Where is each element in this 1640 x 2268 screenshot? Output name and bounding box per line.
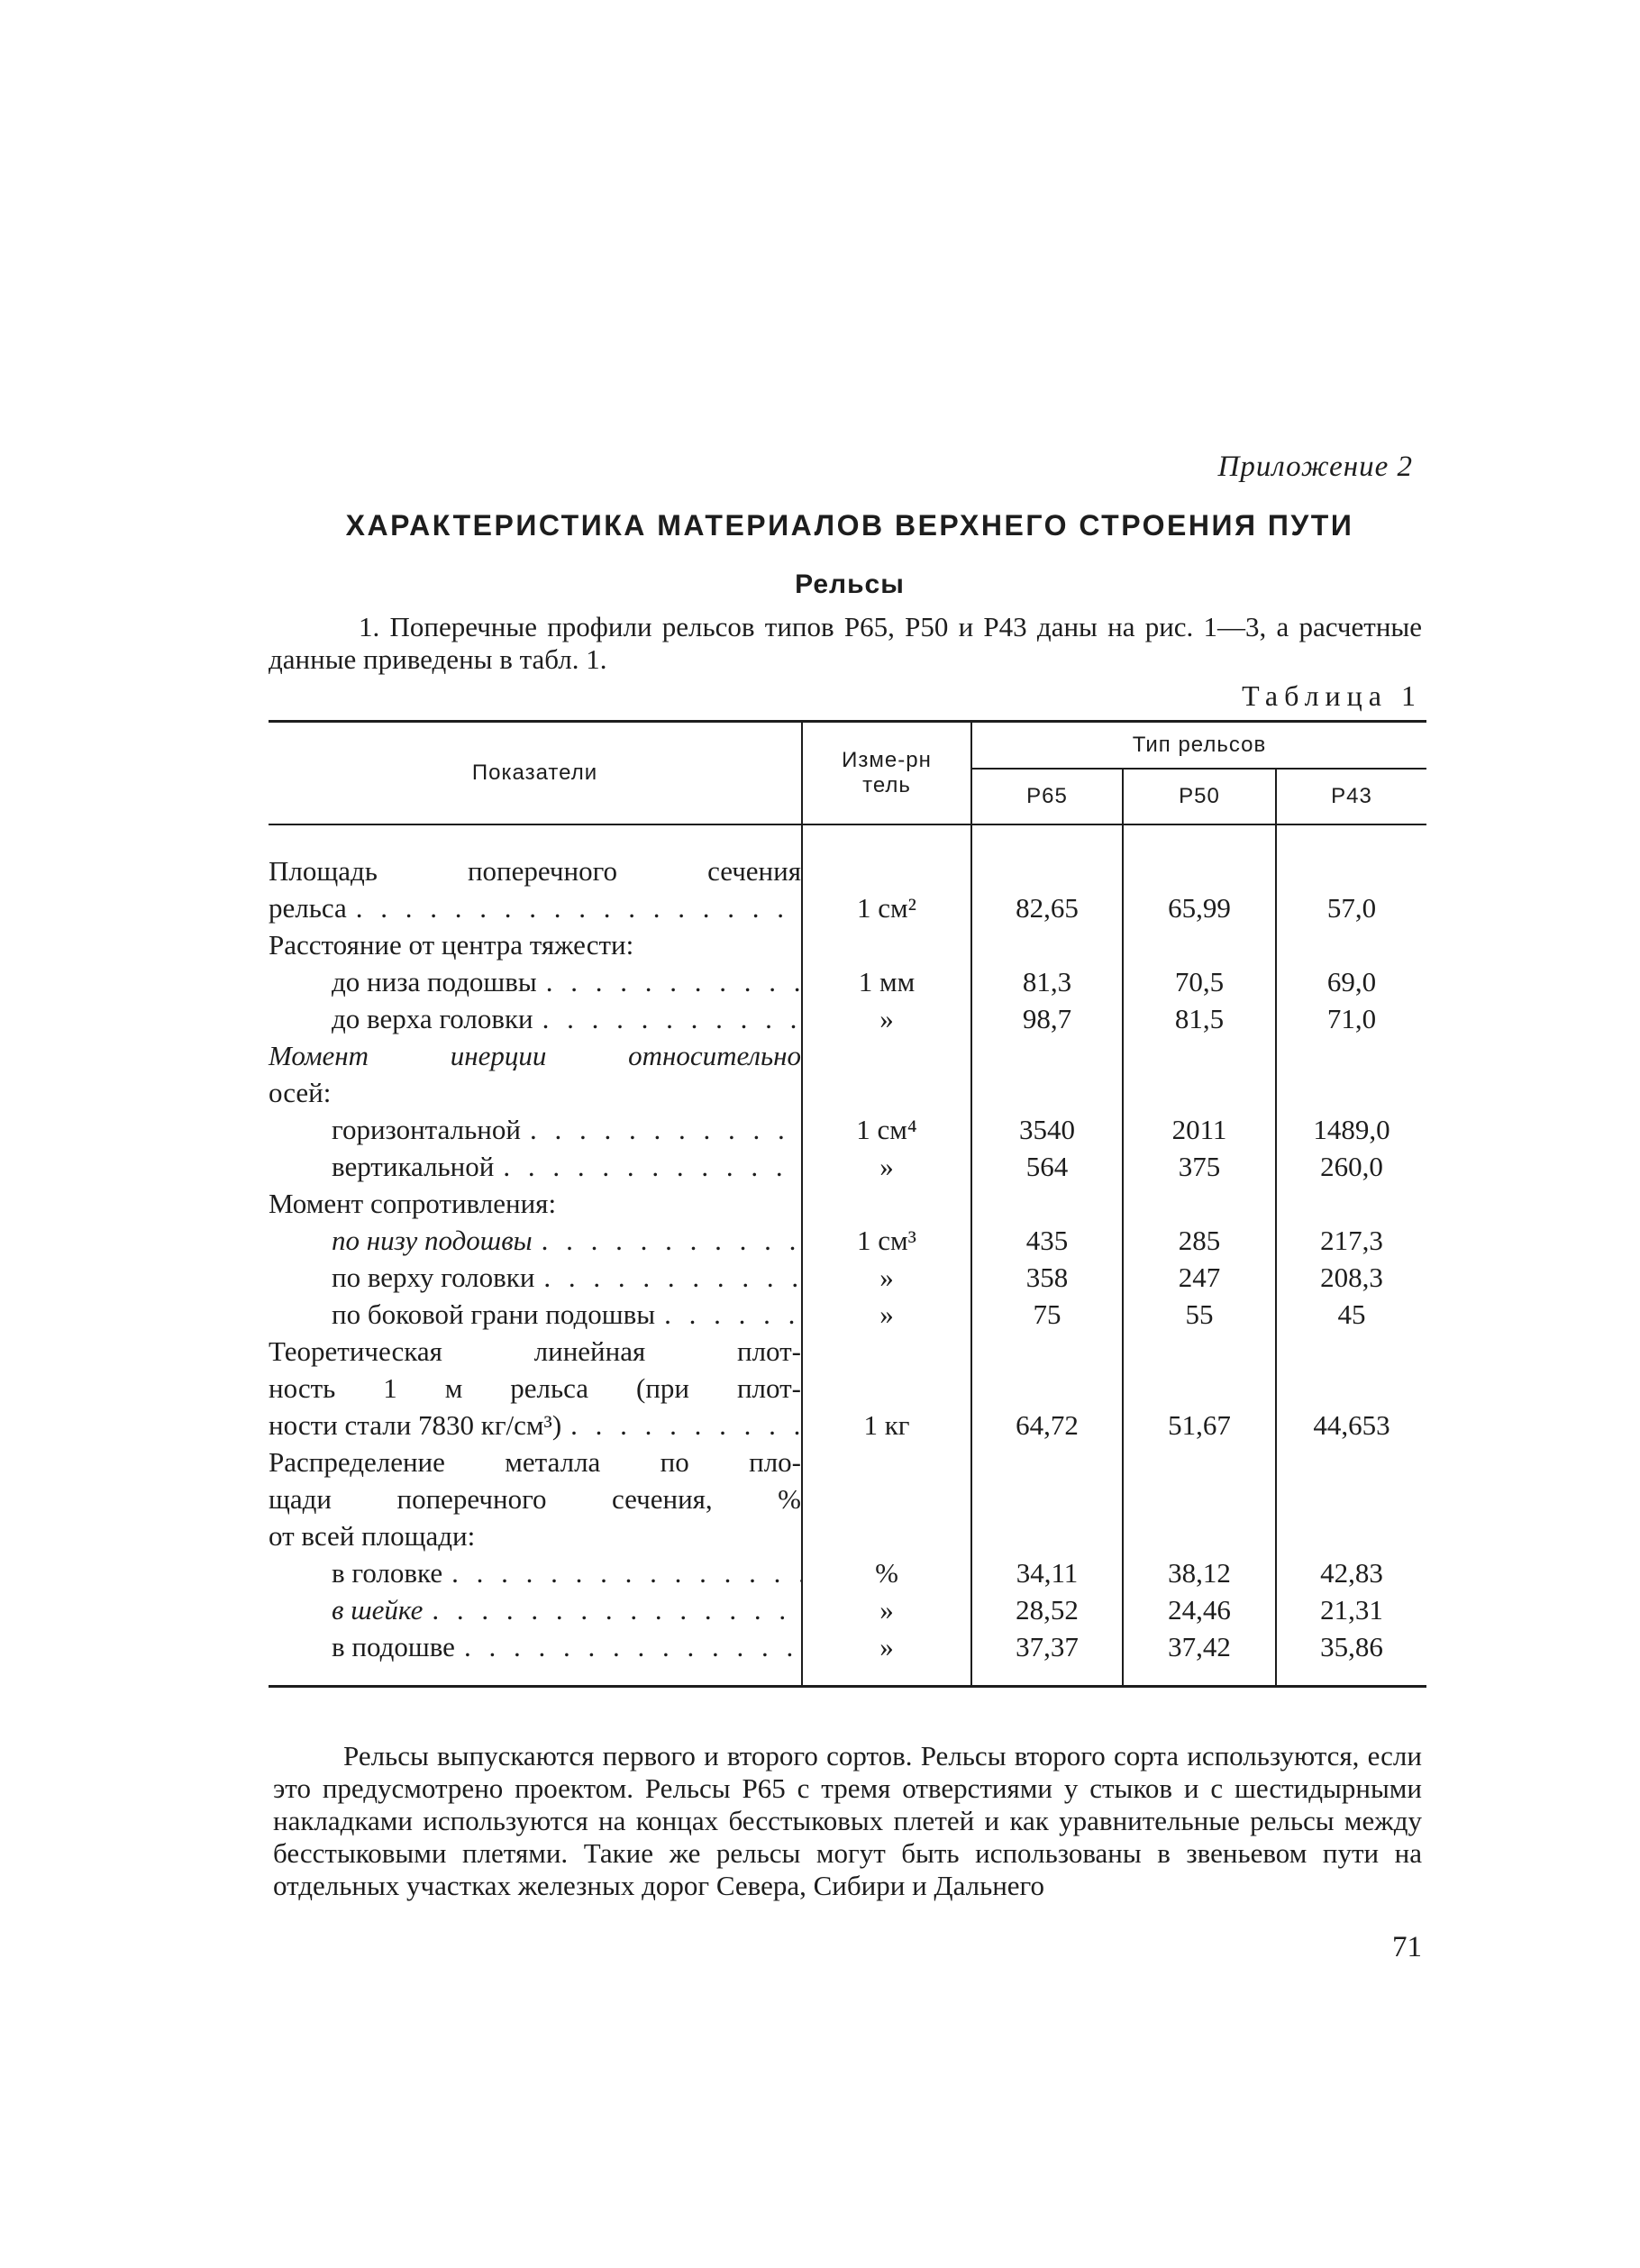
- row-parameter: [269, 1444, 802, 1554]
- row-value-p43: 42,83: [1320, 1557, 1383, 1589]
- row-value-p65: 564: [1025, 1151, 1069, 1182]
- row-value-p50: 70,5: [1123, 963, 1276, 1000]
- row-value-p43: 57,0: [1326, 892, 1377, 924]
- parameter-text: Момент сопротивления:: [269, 1188, 557, 1219]
- table-spacer: [269, 1665, 1426, 1687]
- row-unit: 1 кг: [802, 1333, 971, 1444]
- parameter-text: осей:: [269, 1077, 332, 1108]
- row-value-p50: [1123, 1444, 1276, 1554]
- header-unit-text: Изме-рнтель: [842, 748, 932, 797]
- table-spacer: [269, 824, 1426, 852]
- table-row: [269, 1148, 1426, 1185]
- table-row: [269, 1296, 1426, 1333]
- row-value-p65: 28,52: [1016, 1594, 1079, 1626]
- row-parameter: [269, 1296, 802, 1333]
- row-parameter: [269, 1554, 802, 1591]
- dot-leader: [537, 963, 801, 1000]
- dot-leader: [561, 1407, 801, 1444]
- parameter-text: в шейке: [332, 1594, 424, 1626]
- row-value-p50: [1123, 926, 1276, 963]
- table-row: [269, 963, 1426, 1000]
- document-page: [269, 451, 1431, 1964]
- table-row: [269, 1000, 1426, 1037]
- dot-leader: [521, 1111, 801, 1148]
- row-value-p43: 45: [1337, 1298, 1366, 1330]
- row-parameter: [269, 1591, 802, 1628]
- header-type-p50: Р50: [1123, 769, 1276, 824]
- row-value-p65: 64,72: [1016, 1409, 1079, 1441]
- row-unit: [802, 926, 971, 963]
- row-value-p50: 37,42: [1123, 1628, 1276, 1665]
- row-unit: 1 мм: [802, 963, 971, 1000]
- row-value-p50: 51,67: [1123, 1333, 1276, 1444]
- row-value-p43: 208,3: [1320, 1262, 1383, 1293]
- row-unit: %: [802, 1554, 971, 1591]
- parameter-text: по верху головки: [332, 1262, 535, 1293]
- header-parameter: Показатели: [269, 722, 802, 825]
- row-value-p65: 75: [1033, 1298, 1061, 1330]
- parameter-text: от всей площади:: [269, 1520, 476, 1552]
- table-row: [269, 1333, 1426, 1444]
- page-title: ХАРАКТЕРИСТИКА МАТЕРИАЛОВ ВЕРХНЕГО СТРОЕНИЯ ПУТИ: [345, 509, 1354, 542]
- header-unit: [802, 722, 971, 825]
- row-unit: »: [802, 1591, 971, 1628]
- row-value-p43: 35,86: [1320, 1631, 1383, 1662]
- row-value-p43: 69,0: [1326, 966, 1377, 997]
- row-value-p65: 82,65: [1016, 892, 1079, 924]
- table-row: [269, 1554, 1426, 1591]
- table-row: [269, 1259, 1426, 1296]
- row-value-p65: [971, 1185, 1123, 1222]
- row-parameter: [269, 1037, 802, 1111]
- table-row: [269, 852, 1426, 926]
- table-row: [269, 1222, 1426, 1259]
- row-value-p43: 44,653: [1313, 1409, 1390, 1441]
- table-row: [269, 1591, 1426, 1628]
- row-unit: »: [802, 1259, 971, 1296]
- row-value-p43: [1276, 1185, 1426, 1222]
- row-unit: »: [802, 1296, 971, 1333]
- row-value-p43: 71,0: [1326, 1003, 1377, 1034]
- header-rail-types: Тип рельсов: [971, 722, 1426, 770]
- row-value-p50: 2011: [1123, 1111, 1276, 1148]
- row-value-p50: 81,5: [1123, 1000, 1276, 1037]
- rail-characteristics-table: [269, 720, 1426, 1688]
- row-unit: 1 см³: [802, 1222, 971, 1259]
- appendix-label: Приложение 2: [1217, 451, 1413, 483]
- row-value-p50: 55: [1123, 1296, 1276, 1333]
- parameter-text: в подошве: [332, 1631, 455, 1662]
- row-value-p65: [971, 1444, 1123, 1554]
- row-unit: »: [802, 1628, 971, 1665]
- parameter-text: Площадь поперечного сечения: [269, 855, 801, 887]
- table-row: [269, 1628, 1426, 1665]
- dot-leader: [423, 1591, 801, 1628]
- row-value-p50: 38,12: [1123, 1554, 1276, 1591]
- parameter-text: до низа подошвы: [332, 966, 537, 997]
- row-value-p43: 1489,0: [1313, 1114, 1390, 1145]
- parameter-text: Расстояние от центра тяжести:: [269, 929, 634, 961]
- row-value-p43: [1276, 1037, 1426, 1111]
- row-value-p43: 260,0: [1320, 1151, 1383, 1182]
- parameter-text: горизонтальной: [332, 1114, 521, 1145]
- table-row: [269, 1444, 1426, 1554]
- row-value-p50: 285: [1123, 1222, 1276, 1259]
- row-parameter: [269, 1148, 802, 1185]
- parameter-text: вертикальной: [332, 1151, 495, 1182]
- row-value-p50: 24,46: [1123, 1591, 1276, 1628]
- row-value-p43: [1276, 926, 1426, 963]
- row-value-p50: [1123, 1037, 1276, 1111]
- row-value-p50: [1123, 1185, 1276, 1222]
- parameter-text: рельса: [269, 892, 347, 924]
- parameter-text: по боковой грани подошвы: [332, 1298, 656, 1330]
- row-value-p50: 375: [1123, 1148, 1276, 1185]
- table-caption: Таблица 1: [1242, 679, 1422, 712]
- page-number: 71: [1392, 1931, 1422, 1963]
- table-row: [269, 1111, 1426, 1148]
- row-value-p65: 98,7: [1022, 1003, 1072, 1034]
- dot-leader: [442, 1554, 801, 1591]
- row-value-p43: [1276, 1444, 1426, 1554]
- row-value-p65: 37,37: [1016, 1631, 1079, 1662]
- dot-leader: [533, 1000, 801, 1037]
- parameter-text: в головке: [332, 1557, 443, 1589]
- row-parameter: [269, 1259, 802, 1296]
- row-value-p65: [971, 926, 1123, 963]
- row-value-p43: 217,3: [1320, 1225, 1383, 1256]
- dot-leader: [534, 1259, 801, 1296]
- table-body: [269, 824, 1426, 1687]
- row-value-p50: 247: [1123, 1259, 1276, 1296]
- header-type-p65: Р65: [971, 769, 1123, 824]
- row-unit: 1 см⁴: [802, 1111, 971, 1148]
- row-value-p65: 358: [1025, 1262, 1069, 1293]
- dot-leader: [347, 889, 801, 926]
- row-parameter: [269, 1000, 802, 1037]
- row-value-p65: 34,11: [1016, 1557, 1079, 1589]
- parameter-text: Момент инерции относительно: [269, 1040, 801, 1071]
- parameter-text: до верха головки: [332, 1003, 533, 1034]
- dot-leader: [533, 1222, 801, 1259]
- parameter-text: Распределение металла по пло-: [269, 1446, 801, 1478]
- row-parameter: [269, 1333, 802, 1444]
- row-value-p65: [971, 1037, 1123, 1111]
- row-unit: [802, 1037, 971, 1111]
- parameter-text: по низу подошвы: [332, 1225, 533, 1256]
- row-unit: »: [802, 1148, 971, 1185]
- row-parameter: [269, 852, 802, 926]
- row-parameter: [269, 963, 802, 1000]
- table-row: [269, 1185, 1426, 1222]
- closing-paragraph: Рельсы выпускаются первого и второго сортов. Рельсы второго сорта используются, если это предусмотрено проектом. Рельсы Р65 с тремя отверстиями у стыков и с шестидырными накладками используются на концах бесстыковых плетей и как уравнительные рельсы между бесстыковыми плетями. Такие же рельсы могут быть использованы в звеньевом пути на отдельных участках железных дорог Севера, Сибири и Дальнего: [273, 1740, 1422, 1901]
- row-parameter: [269, 1222, 802, 1259]
- header-type-p43: Р43: [1276, 769, 1426, 824]
- row-unit: [802, 1444, 971, 1554]
- row-parameter: [269, 1628, 802, 1665]
- table-row: [269, 926, 1426, 963]
- row-parameter: [269, 926, 802, 963]
- row-value-p43: 21,31: [1320, 1594, 1383, 1626]
- row-parameter: [269, 1185, 802, 1222]
- row-value-p65: 81,3: [1022, 966, 1072, 997]
- row-value-p65: 3540: [1019, 1114, 1075, 1145]
- parameter-text: ность 1 м рельса (при плот-: [269, 1372, 801, 1404]
- dot-leader: [494, 1148, 801, 1185]
- row-unit: »: [802, 1000, 971, 1037]
- dot-leader: [455, 1628, 801, 1665]
- row-parameter: [269, 1111, 802, 1148]
- parameter-text: ности стали 7830 кг/см³): [269, 1409, 562, 1441]
- parameter-text: Теоретическая линейная плот-: [269, 1335, 801, 1367]
- intro-paragraph: 1. Поперечные профили рельсов типов Р65, Р50 и Р43 даны на рис. 1—3, а расчетные данные приведены в табл. 1.: [269, 611, 1422, 675]
- section-subtitle: Рельсы: [795, 569, 905, 599]
- table-row: [269, 1037, 1426, 1111]
- dot-leader: [655, 1296, 801, 1333]
- row-unit: [802, 1185, 971, 1222]
- row-unit: 1 см²: [802, 852, 971, 926]
- row-value-p65: 435: [1025, 1225, 1069, 1256]
- parameter-text: щади поперечного сечения, %: [269, 1483, 801, 1515]
- row-value-p50: 65,99: [1123, 852, 1276, 926]
